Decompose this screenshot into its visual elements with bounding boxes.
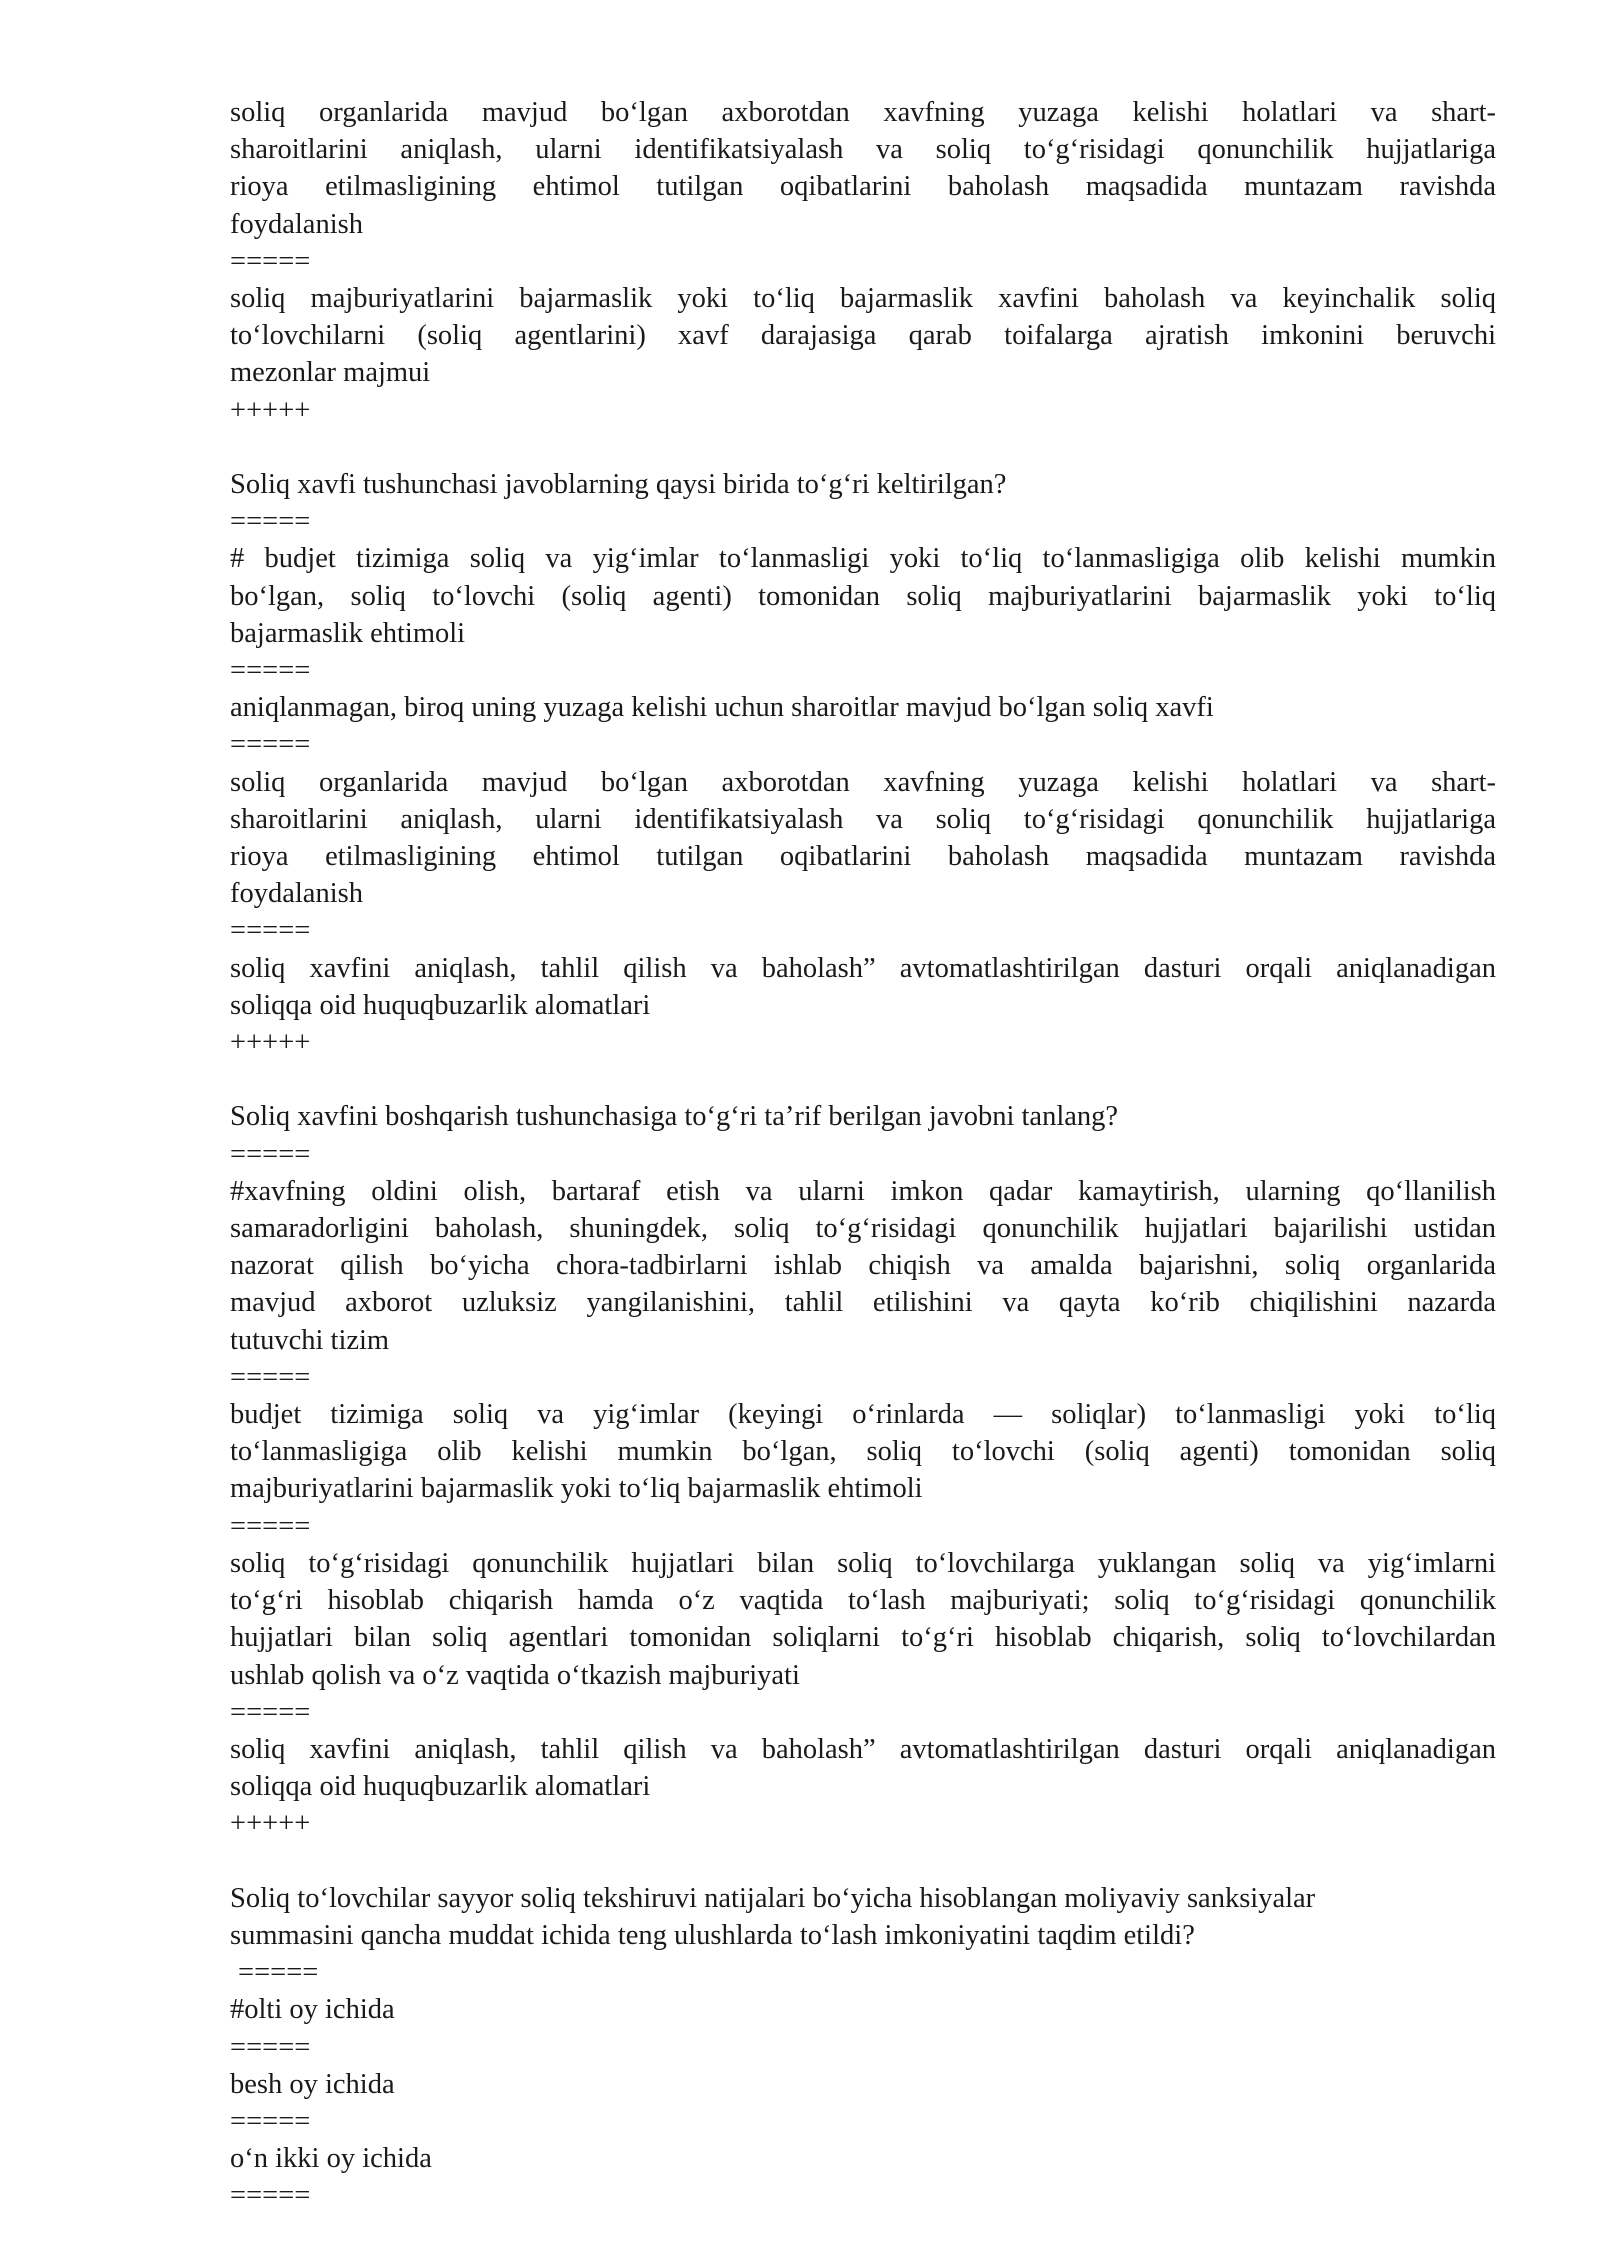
- text-line: besh oy ichida: [230, 2068, 395, 2100]
- question-separator: +++++: [230, 1808, 311, 1840]
- option-separator: =====: [230, 2031, 311, 2063]
- question-text: Soliq xavfi tushunchasi javoblarning qaysi birida to‘g‘ri keltirilgan?: [230, 469, 1007, 501]
- document-page: [230, 94, 1496, 2215]
- text-line: o‘n ikki oy ichida: [230, 2143, 432, 2175]
- question-separator: +++++: [230, 394, 311, 426]
- text-line: sharoitlarini aniqlash, ularni identifikatsiyalash va soliq to‘g‘risidagi qonunchilik hujjatlariga: [230, 134, 1496, 166]
- option-separator: =====: [230, 1361, 311, 1393]
- text-line: soliq to‘g‘risidagi qonunchilik hujjatlari bilan soliq to‘lovchilarga yuklangan soliq va yig‘imlarni: [230, 1547, 1496, 1579]
- text-line: mavjud axborot uzluksiz yangilanishini, tahlil etilishini va qayta ko‘rib chiqilishini nazarda: [230, 1287, 1496, 1319]
- blank-line: [230, 1061, 1496, 1098]
- question-text: Soliq xavfini boshqarish tushunchasiga to‘g‘ri ta’rif berilgan javobni tanlang?: [230, 1101, 1119, 1133]
- option-separator: =====: [230, 915, 311, 947]
- text-line: soliq organlarida mavjud bo‘lgan axborotdan xavfning yuzaga kelishi holatlari va shart-: [230, 766, 1496, 798]
- text-line: ushlab qolish va o‘z vaqtida o‘tkazish majburiyati: [230, 1659, 800, 1691]
- correct-answer-line: #xavfning oldini olish, bartaraf etish va ularni imkon qadar kamaytirish, ularning qo‘llanilish: [230, 1175, 1496, 1207]
- text-line: soliq majburiyatlarini bajarmaslik yoki to‘liq bajarmaslik xavfini baholash va keyinchalik soliq: [230, 283, 1496, 315]
- text-line: soliqqa oid huquqbuzarlik alomatlari: [230, 989, 651, 1021]
- text-line: rioya etilmasligining ehtimol tutilgan oqibatlarini baholash maqsadida muntazam ravishda: [230, 171, 1496, 203]
- option-separator: =====: [230, 1510, 311, 1542]
- text-line: foydalanish: [230, 878, 363, 910]
- correct-answer-line: #olti oy ichida: [230, 1994, 395, 2026]
- question-text: summasini qancha muddat ichida teng ulushlarda to‘lash imkoniyatini taqdim etildi?: [230, 1919, 1195, 1951]
- text-line: soliq organlarida mavjud bo‘lgan axborotdan xavfning yuzaga kelishi holatlari va shart-: [230, 97, 1496, 128]
- option-separator: =====: [230, 2180, 311, 2212]
- option-separator: =====: [230, 506, 311, 538]
- option-separator: =====: [238, 1957, 319, 1989]
- text-line: majburiyatlarini bajarmaslik yoki to‘liq bajarmaslik ehtimoli: [230, 1473, 923, 1505]
- text-line: Soliq to‘lovchilar sayyor soliq tekshiruvi natijalari bo‘yicha hisoblangan moliyaviy sanksiyalar: [230, 1882, 1316, 1914]
- option-separator: =====: [230, 1138, 311, 1170]
- text-line: budjet tizimiga soliq va yig‘imlar (keyingi o‘rinlarda — soliqlar) to‘lanmasligi yoki to‘liq: [230, 1399, 1496, 1431]
- text-line: nazorat qilish bo‘yicha chora-tadbirlarni ishlab chiqish va amalda bajarishni, soliq organlarida: [230, 1250, 1496, 1282]
- text-line: samaradorligini baholash, shuningdek, soliq to‘g‘risidagi qonunchilik hujjatlari bajarilishi ustidan: [230, 1213, 1496, 1245]
- text-line: to‘g‘ri hisoblab chiqarish hamda o‘z vaqtida to‘lash majburiyati; soliq to‘g‘risidagi qonunchilik: [230, 1585, 1496, 1617]
- text-line: mezonlar majmui: [230, 357, 431, 389]
- option-separator: =====: [230, 1696, 311, 1728]
- text-line: bajarmaslik ehtimoli: [230, 617, 466, 649]
- text-line: to‘lovchilarni (soliq agentlarini) xavf darajasiga qarab toifalarga ajratish imkonini beruvchi: [230, 320, 1496, 352]
- text-line: aniqlanmagan, biroq uning yuzaga kelishi uchun sharoitlar mavjud bo‘lgan soliq xavfi: [230, 692, 1214, 724]
- text-line: tutuvchi tizim: [230, 1324, 390, 1356]
- question-separator: +++++: [230, 1027, 311, 1059]
- text-line: soliqqa oid huquqbuzarlik alomatlari: [230, 1771, 651, 1803]
- blank-line: [230, 429, 1496, 466]
- text-line: hujjatlari bilan soliq agentlari tomonidan soliqlarni to‘g‘ri hisoblab chiqarish, soliq to‘lovchilardan: [230, 1622, 1496, 1654]
- option-separator: =====: [230, 729, 311, 761]
- correct-answer-line: # budjet tizimiga soliq va yig‘imlar to‘lanmasligi yoki to‘liq to‘lanmasligiga olib kelishi mumkin: [230, 543, 1496, 575]
- text-line: soliq xavfini aniqlash, tahlil qilish va baholash” avtomatlashtirilgan dasturi orqali aniqlanadigan: [230, 1733, 1496, 1765]
- text-line: sharoitlarini aniqlash, ularni identifikatsiyalash va soliq to‘g‘risidagi qonunchilik hujjatlariga: [230, 803, 1496, 835]
- text-line: soliq xavfini aniqlash, tahlil qilish va baholash” avtomatlashtirilgan dasturi orqali aniqlanadigan: [230, 952, 1496, 984]
- text-line: rioya etilmasligining ehtimol tutilgan oqibatlarini baholash maqsadida muntazam ravishda: [230, 841, 1496, 873]
- blank-line: [230, 1843, 1496, 1880]
- text-line: bo‘lgan, soliq to‘lovchi (soliq agenti) tomonidan soliq majburiyatlarini bajarmaslik yoki to‘liq: [230, 580, 1496, 612]
- option-separator: =====: [230, 2105, 311, 2137]
- option-separator: =====: [230, 655, 311, 687]
- text-line: to‘lanmasligiga olib kelishi mumkin bo‘lgan, soliq to‘lovchi (soliq agenti) tomonidan soliq: [230, 1436, 1496, 1468]
- text-line: foydalanish: [230, 208, 363, 240]
- option-separator: =====: [230, 245, 311, 277]
